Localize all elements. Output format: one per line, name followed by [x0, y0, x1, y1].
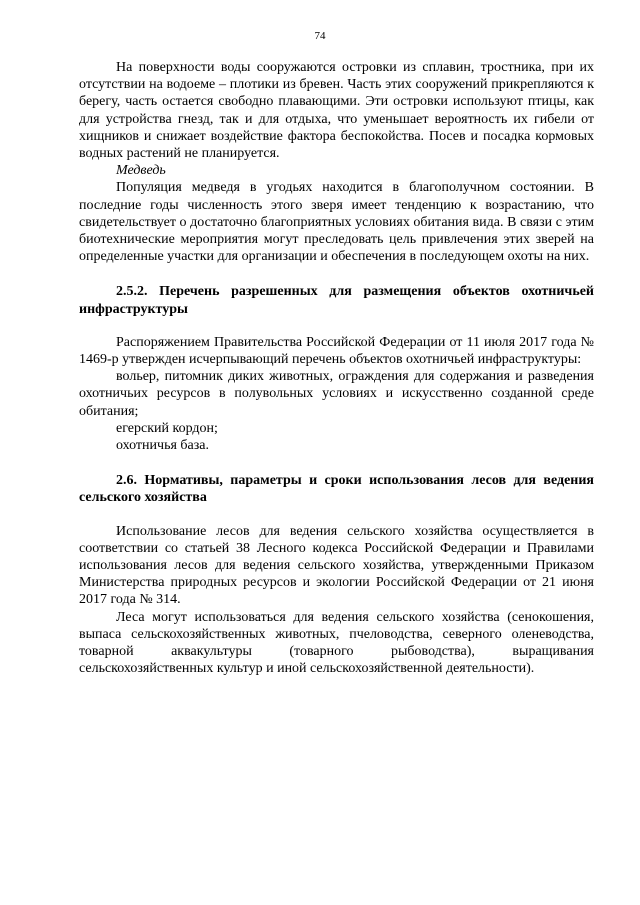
list-item: егерский кордон; — [116, 420, 218, 436]
spacer — [79, 318, 594, 334]
spacer — [79, 265, 594, 283]
section-heading-2-6: 2.6. Нормативы, параметры и сроки использования лесов для ведения сельского хозяйства — [79, 473, 594, 506]
birds-paragraph: На поверхности воды сооружаются островки из сплавин, тростника, при их отсутствии на водоеме – плотики из бревен. Часть этих сооружений прикрепляются к берегу, часть остается свободно плавающими. Эти островки используют птицы, как для устройства гнезд, так и для отдыха, что уменьшает вероятность их гибели от хищников и снижает воздействие фактора беспокойства. Посев и посадка кормовых водных растений не планируется. — [79, 60, 594, 162]
infrastructure-intro: Распоряжением Правительства Российской Федерации от 11 июля 2017 года № 1469-р утвержден исчерпывающий перечень объектов охотничьей инфраструктуры: — [79, 334, 594, 368]
list-item: вольер, питомник диких животных, ограждения для содержания и разведения охотничьих ресурсов в полувольных условиях и искусственно созданной среде обитания; — [79, 369, 594, 419]
bear-subheading: Медведь — [116, 163, 166, 179]
page-number: 74 — [314, 30, 326, 42]
bear-paragraph: Популяция медведя в угодьях находится в благополучном состоянии. В последние годы численность этого зверя имеет тенденцию к возрастанию, что свидетельствует о достаточно благоприятных условиях обитания вида. В связи с этим биотехнические мероприятия могут преследовать цель привлечения этих зверей на определенные участки для организации и обеспечения в последующем охоты на них. — [79, 180, 594, 265]
list-item: охотничья база. — [116, 438, 209, 454]
agriculture-paragraph-2: Леса могут использоваться для ведения сельского хозяйства (сенокошения, выпаса сельскохозяйственных животных, пчеловодства, северного оленеводства, товарной аквакультуры (товарного рыбоводства), выращивания сельскохозяйственных культур и иной сельскохозяйственной деятельности). — [79, 609, 594, 677]
section-heading-2-5-2: 2.5.2. Перечень разрешенных для размещения объектов охотничьей инфраструктуры — [79, 284, 594, 317]
document-body — [79, 59, 594, 678]
agriculture-paragraph-1: Использование лесов для ведения сельского хозяйства осуществляется в соответствии со статьей 38 Лесного кодекса Российской Федерации и Правилами использования лесов для ведения сельского хозяйства, утвержденными Приказом Министерства природных ресурсов и экологии Российской Федерации от 21 июня 2017 года № 314. — [79, 523, 594, 608]
spacer — [79, 454, 594, 472]
spacer — [79, 507, 594, 523]
